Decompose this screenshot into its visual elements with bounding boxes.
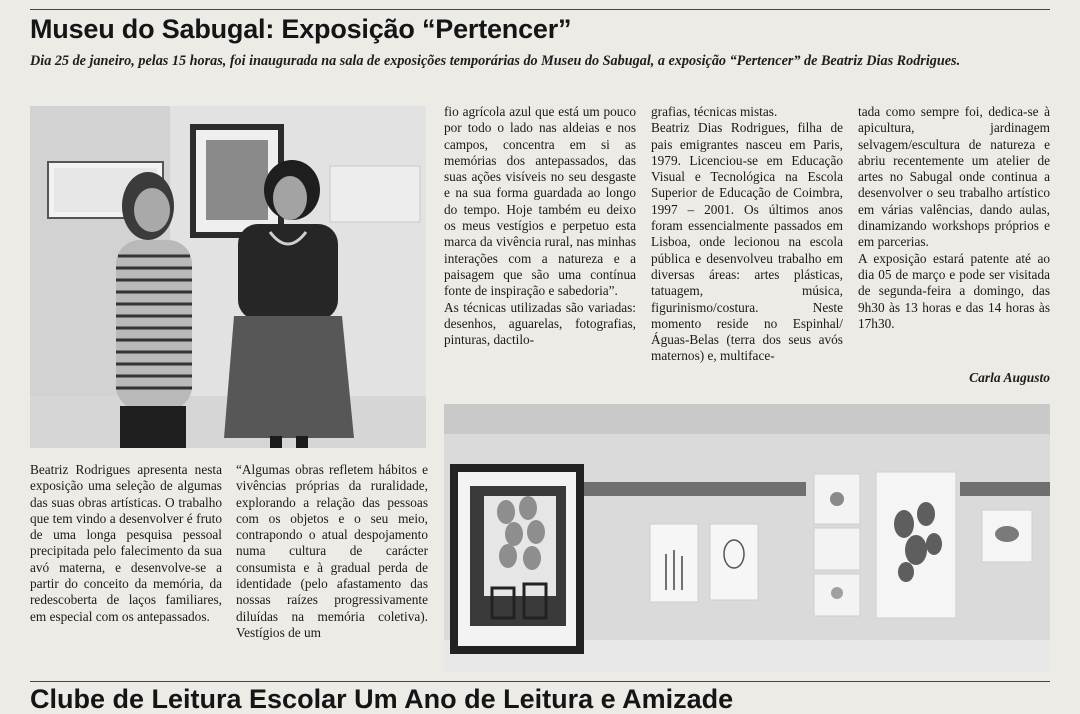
article-headline: Museu do Sabugal: Exposição “Pertencer” [30,14,572,44]
byline: Carla Augusto [969,370,1050,385]
paragraph: A exposição estará patente até ao dia 05 de março e pode ser visitada de segunda-feira a domingo, das 9h30 às 13 horas e das 14 horas às 17h30. [858,250,1050,331]
next-article-headline-text: Clube de Leitura Escolar Um Ano de Leitura e Amizade [30,684,734,714]
article-column-2 [651,104,843,365]
paragraph: As técnicas utilizadas são variadas: desenhos, aguarelas, fotografias, pinturas, dactilo- [444,299,636,348]
paragraph: fio agrícola azul que está um pouco por todo o lado nas aldeias e nos campos, concentra em si as memórias dos antepassados, das suas ações visíveis no seu desgaste e na sua forma guardada ao longo do tempo. Hoje também eu deixo os meus vestígios e perpetuo esta marca da vivência rural, nas minhas interações com a natureza e a paisagem que são uma contínua fonte de inspiração e sabedoria”. [444,104,636,299]
article-column-1 [444,104,636,348]
paragraph: grafias, técnicas mistas. [651,104,778,119]
paragraph: Beatriz Dias Rodrigues, filha de pais emigrantes nasceu em Paris, 1979. Licenciou-se em Educação Visual e Tecnológica na Escola Superior de Educação de Coimbra, 1997 – 2001. Os últimos anos foram essencialmente passados em Lisboa, onde lecionou na escola pública e desenvolveu trabalho em diversas áreas: artes plásticas, tatuagem, música, figurinismo/costura. Neste momento reside no Espinhal/ Águas-Belas (terra dos seus avós maternos) e, multiface- [651,120,843,364]
paragraph: tada como sempre foi, dedica-se à apicultura, jardinagem selvagem/escultura de natureza e abriu recentemente um atelier de artes no Sabugal onde continua a desenvolver o seu trabalho artístico em várias valências, dando aulas, dinamizando workshops próprios e em parcerias. [858,104,1050,250]
photo-artist-portrait [30,106,426,448]
paragraph: Beatriz Rodrigues apresenta nesta exposição uma seleção de algumas das suas obras artísticas. O trabalho que tem vindo a desenvolver é fruto de uma longa pesquisa pessoal precipitada pelo falecimento da sua avó materna, e desenvolve-se a partir do conceito da memória, da redescoberta de laços familiares, em especial com os antepassados. [30,462,222,624]
bottom-rule [30,681,1050,682]
next-article-headline [30,684,1050,714]
exhibition-illustration [444,404,1050,672]
article-column-3 [858,104,1050,332]
article-column-4 [30,462,222,625]
photo-exhibition-wall [444,404,1050,672]
article-lead: Dia 25 de janeiro, pelas 15 horas, foi inaugurada na sala de exposições temporárias do Museu do Sabugal, a exposição “Pertencer” de Beatriz Dias Rodrigues. [30,53,961,69]
article-column-5 [236,462,428,641]
paragraph: “Algumas obras refletem hábitos e vivências próprias da ruralidade, explorando a relação das pessoas com os objetos e o seu meio, contrapondo o atual despojamento numa cultura de carácter consumista e à gradual perda de identidade (pelo afastamento das nossas raízes progressivamente diluídas na memória coletiva). Vestígios de um [236,462,428,640]
top-rule [30,9,1050,10]
portrait-illustration [30,106,426,448]
